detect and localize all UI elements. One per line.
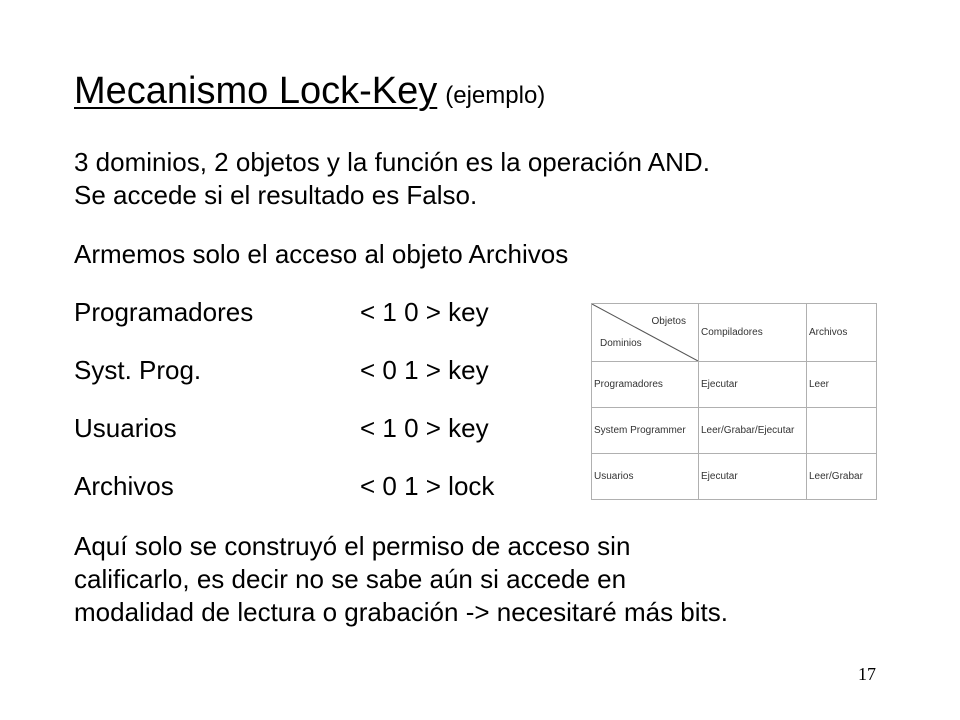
key-row [74,412,489,445]
table-cell: Ejecutar [699,362,807,408]
diagonal-divider [592,304,698,361]
key-row-value: < 1 0 > key [360,297,489,327]
row-header: Programadores [592,362,699,408]
intro-line-2: Se accede si el resultado es Falso. [74,180,478,210]
key-row-value: < 0 1 > key [360,355,489,385]
table-row [592,454,877,500]
conclusion-line-3: modalidad de lectura o grabación -> necesitaré más bits. [74,597,728,627]
table-cell [807,408,877,454]
page-number: 17 [858,664,876,684]
slide-title-sub: (ejemplo) [445,82,546,109]
key-row-name: Syst. Prog. [74,355,202,385]
key-row-name: Archivos [74,471,174,501]
slide-title-main: Mecanismo Lock-Key [74,70,438,112]
conclusion-paragraph [74,530,728,629]
table-cell: Leer/Grabar/Ejecutar [699,408,807,454]
key-row-value: < 0 1 > lock [360,471,495,501]
column-header: Compiladores [699,304,807,362]
intro-paragraph [74,146,710,212]
key-row-name: Programadores [74,297,254,327]
table-cell: Ejecutar [699,454,807,500]
column-header: Archivos [807,304,877,362]
table-cell: Leer/Grabar [807,454,877,500]
key-row-name: Usuarios [74,413,177,443]
matrix-corner-cell [592,304,699,362]
key-row [74,470,494,503]
matrix-corner-dominios: Dominios [600,338,642,349]
table-row [592,362,877,408]
access-matrix-table [591,303,877,500]
row-header: Usuarios [592,454,699,500]
conclusion-line-2: calificarlo, es decir no se sabe aún si accede en [74,564,627,594]
intro-line-1: 3 dominios, 2 objetos y la función es la operación AND. [74,147,710,177]
table-row [592,408,877,454]
row-header: System Programmer [592,408,699,454]
slide-title [74,70,545,113]
conclusion-line-1: Aquí solo se construyó el permiso de acceso sin [74,531,631,561]
key-row [74,296,489,329]
key-row [74,354,489,387]
matrix-corner-objetos: Objetos [651,316,686,327]
subheading: Armemos solo el acceso al objeto Archivos [74,239,569,269]
table-cell: Leer [807,362,877,408]
table-header-row [592,304,877,362]
key-row-value: < 1 0 > key [360,413,489,443]
